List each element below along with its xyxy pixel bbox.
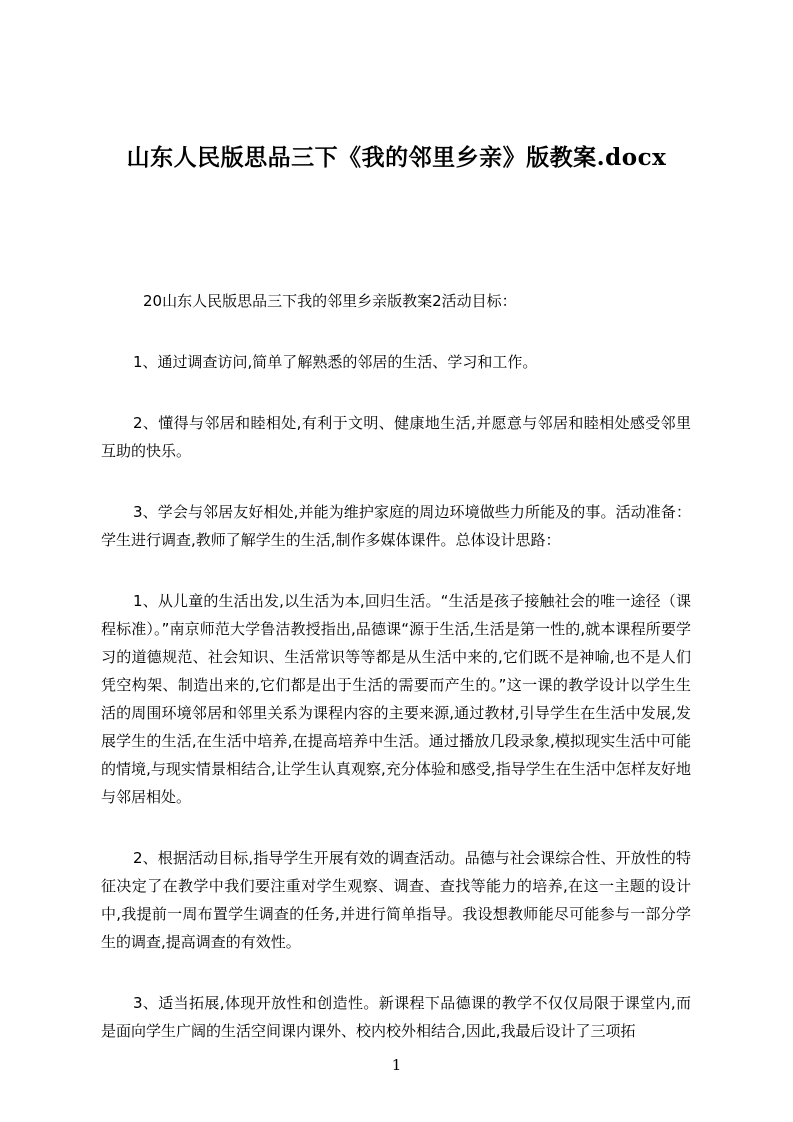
document-title: 山东人民版思品三下《我的邻里乡亲》版教案.docx	[126, 144, 667, 171]
paragraph-goal-2: 2、懂得与邻居和睦相处,有利于文明、健康地生活,并愿意与邻居和睦相处感受邻里互助的快乐。	[101, 414, 691, 460]
paragraph-goal-1: 1、通过调查访问,简单了解熟悉的邻居的生活、学习和工作。	[133, 353, 538, 371]
document-body	[101, 287, 691, 1078]
paragraph-design-3: 3、适当拓展,体现开放性和创造性。新课程下品德课的教学不仅仅局限于课堂内,而是面向学生广阔的生活空间课内课外、校内校外相结合,因此,我最后设计了三项拓	[101, 994, 691, 1040]
paragraph-design-2: 2、根据活动目标,指导学生开展有效的调查活动。品德与社会课综合性、开放性的特征决定了在教学中我们要注重对学生观察、调查、查找等能力的培养,在这一主题的设计中,我提前一周布置学生调查的任务,并进行简单指导。我设想教师能尽可能参与一部分学生的调查,提高调查的有效性。	[101, 849, 691, 951]
page-number: 1	[391, 1056, 402, 1074]
paragraph-intro: 20山东人民版思品三下我的邻里乡亲版教案2活动目标：	[143, 292, 517, 310]
paragraph-goal-3: 3、学会与邻居友好相处,并能为维护家庭的周边环境做些力所能及的事。活动准备：学生进行调查,教师了解学生的生活,制作多媒体课件。总体设计思路：	[101, 503, 691, 549]
paragraph-design-1: 1、从儿童的生活出发,以生活为本,回归生活。“生活是孩子接触社会的唯一途径（课程标准）。”南京师范大学鲁洁教授指出,品德课“源于生活,生活是第一性的,就本课程所要学习的道德规范、社会知识、生活常识等等都是从生活中来的,它们既不是神喻,也不是人们凭空构架、制造出来的,它们都是出于生活的需要而产生的。”这一课的教学设计以学生生活的周围环境邻居和邻里关系为课程内容的主要来源,通过教材,引导学生在生活中发展,发展学生的生活,在生活中培养,在提高培养中生活。通过播放几段录象,模拟现实生活中可能的情境,与现实情景相结合,让学生认真观察,充分体验和感受,指导学生在生活中怎样友好地与邻居相处。	[101, 592, 691, 806]
